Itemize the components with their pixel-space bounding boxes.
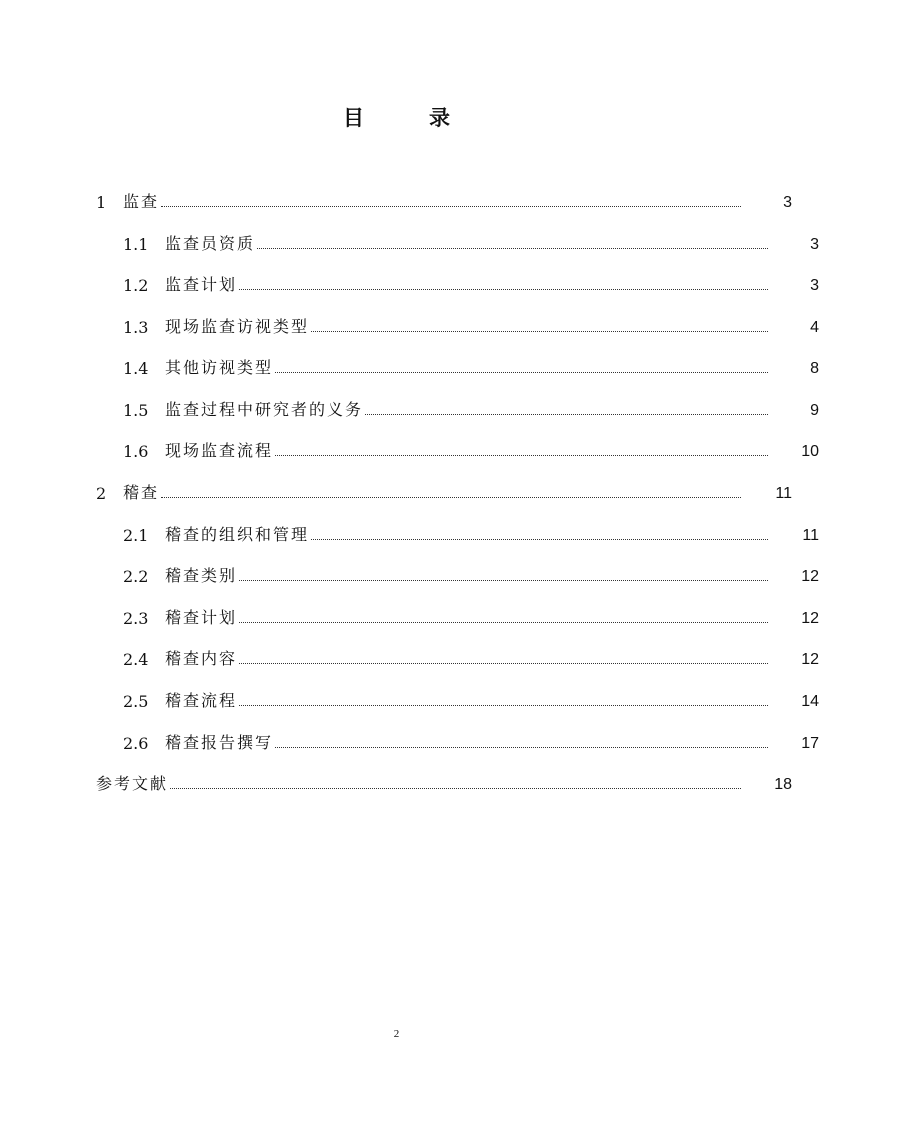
toc-entry-title: 稽查类别	[165, 566, 238, 585]
toc-entry-page: 12	[801, 651, 819, 668]
toc-entry-number: 1.5	[123, 401, 149, 420]
toc-entry-2-1[interactable]	[0, 521, 916, 545]
toc-entry-page: 10	[801, 443, 819, 460]
toc-entry-1-4[interactable]	[0, 354, 916, 378]
dot-leader	[239, 288, 768, 290]
toc-entry-page: 4	[810, 319, 819, 336]
toc-entry-number: 2.1	[123, 526, 149, 545]
toc-entry-page: 14	[801, 693, 819, 710]
toc-entry-2[interactable]	[0, 479, 889, 503]
toc-entry-number: 1.2	[123, 276, 149, 295]
toc-entry-1-6[interactable]	[0, 437, 916, 461]
toc-entry-2-2[interactable]	[0, 562, 916, 586]
toc-entry-references[interactable]	[0, 770, 889, 794]
toc-entry-title: 其他访视类型	[165, 358, 274, 377]
toc-entry-page: 3	[783, 194, 792, 211]
toc-entry-1-2[interactable]	[0, 271, 916, 295]
toc-entry-2-5[interactable]	[0, 687, 916, 711]
toc-entry-title: 稽查流程	[165, 691, 238, 710]
toc-entry-title: 监查计划	[165, 275, 238, 294]
toc-entry-title: 参考文献	[96, 774, 169, 793]
toc-entry-1-1[interactable]	[0, 230, 916, 254]
toc-entry-1-5[interactable]	[0, 396, 916, 420]
toc-entry-number: 2	[96, 484, 107, 503]
toc-entry-1[interactable]	[0, 188, 889, 212]
toc-title: 目 录	[343, 106, 472, 130]
dot-leader	[239, 704, 768, 706]
dot-leader	[239, 662, 768, 664]
toc-entry-title: 监查	[123, 192, 160, 211]
toc-entry-2-3[interactable]	[0, 604, 916, 628]
toc-entry-title: 稽查内容	[165, 649, 238, 668]
toc-entry-number: 1.6	[123, 442, 149, 461]
dot-leader	[365, 413, 768, 415]
toc-entry-1-3[interactable]	[0, 313, 916, 337]
toc-entry-page: 3	[810, 277, 819, 294]
toc-entry-page: 11	[802, 527, 819, 544]
dot-leader	[239, 579, 768, 581]
toc-entry-page: 3	[810, 236, 819, 253]
toc-entry-page: 8	[810, 360, 819, 377]
toc-entry-title: 现场监查访视类型	[165, 317, 310, 336]
toc-entry-number: 2.4	[123, 650, 149, 669]
dot-leader	[161, 496, 741, 498]
dot-leader	[275, 746, 768, 748]
toc-entry-title: 稽查计划	[165, 608, 238, 627]
toc-entry-title: 稽查	[123, 483, 160, 502]
toc-entry-page: 11	[775, 485, 792, 502]
dot-leader	[275, 454, 768, 456]
dot-leader	[311, 538, 768, 540]
toc-entry-number: 1.4	[123, 359, 149, 378]
dot-leader	[161, 205, 741, 207]
toc-entry-page: 17	[801, 735, 819, 752]
toc-entry-title: 监查过程中研究者的义务	[165, 400, 364, 419]
toc-entry-page: 12	[801, 610, 819, 627]
toc-entry-number: 2.6	[123, 734, 149, 753]
toc-entry-page: 18	[774, 776, 792, 793]
toc-entry-number: 2.3	[123, 609, 149, 628]
toc-entry-number: 2.5	[123, 692, 149, 711]
toc-entry-title: 稽查报告撰写	[165, 733, 274, 752]
dot-leader	[257, 247, 768, 249]
dot-leader	[170, 787, 741, 789]
toc-entry-page: 12	[801, 568, 819, 585]
toc-entry-title: 监查员资质	[165, 234, 256, 253]
toc-entry-title: 现场监查流程	[165, 441, 274, 460]
toc-entry-2-4[interactable]	[0, 645, 916, 669]
toc-entry-number: 1.1	[123, 235, 149, 254]
dot-leader	[239, 621, 768, 623]
dot-leader	[275, 371, 768, 373]
page-number-footer: 2	[393, 1028, 400, 1040]
toc-entry-2-6[interactable]	[0, 729, 916, 753]
toc-entry-number: 1.3	[123, 318, 149, 337]
dot-leader	[311, 330, 768, 332]
toc-entry-number: 2.2	[123, 567, 149, 586]
toc-entry-number: 1	[96, 193, 107, 212]
toc-entry-title: 稽查的组织和管理	[165, 525, 310, 544]
toc-entry-page: 9	[810, 402, 819, 419]
